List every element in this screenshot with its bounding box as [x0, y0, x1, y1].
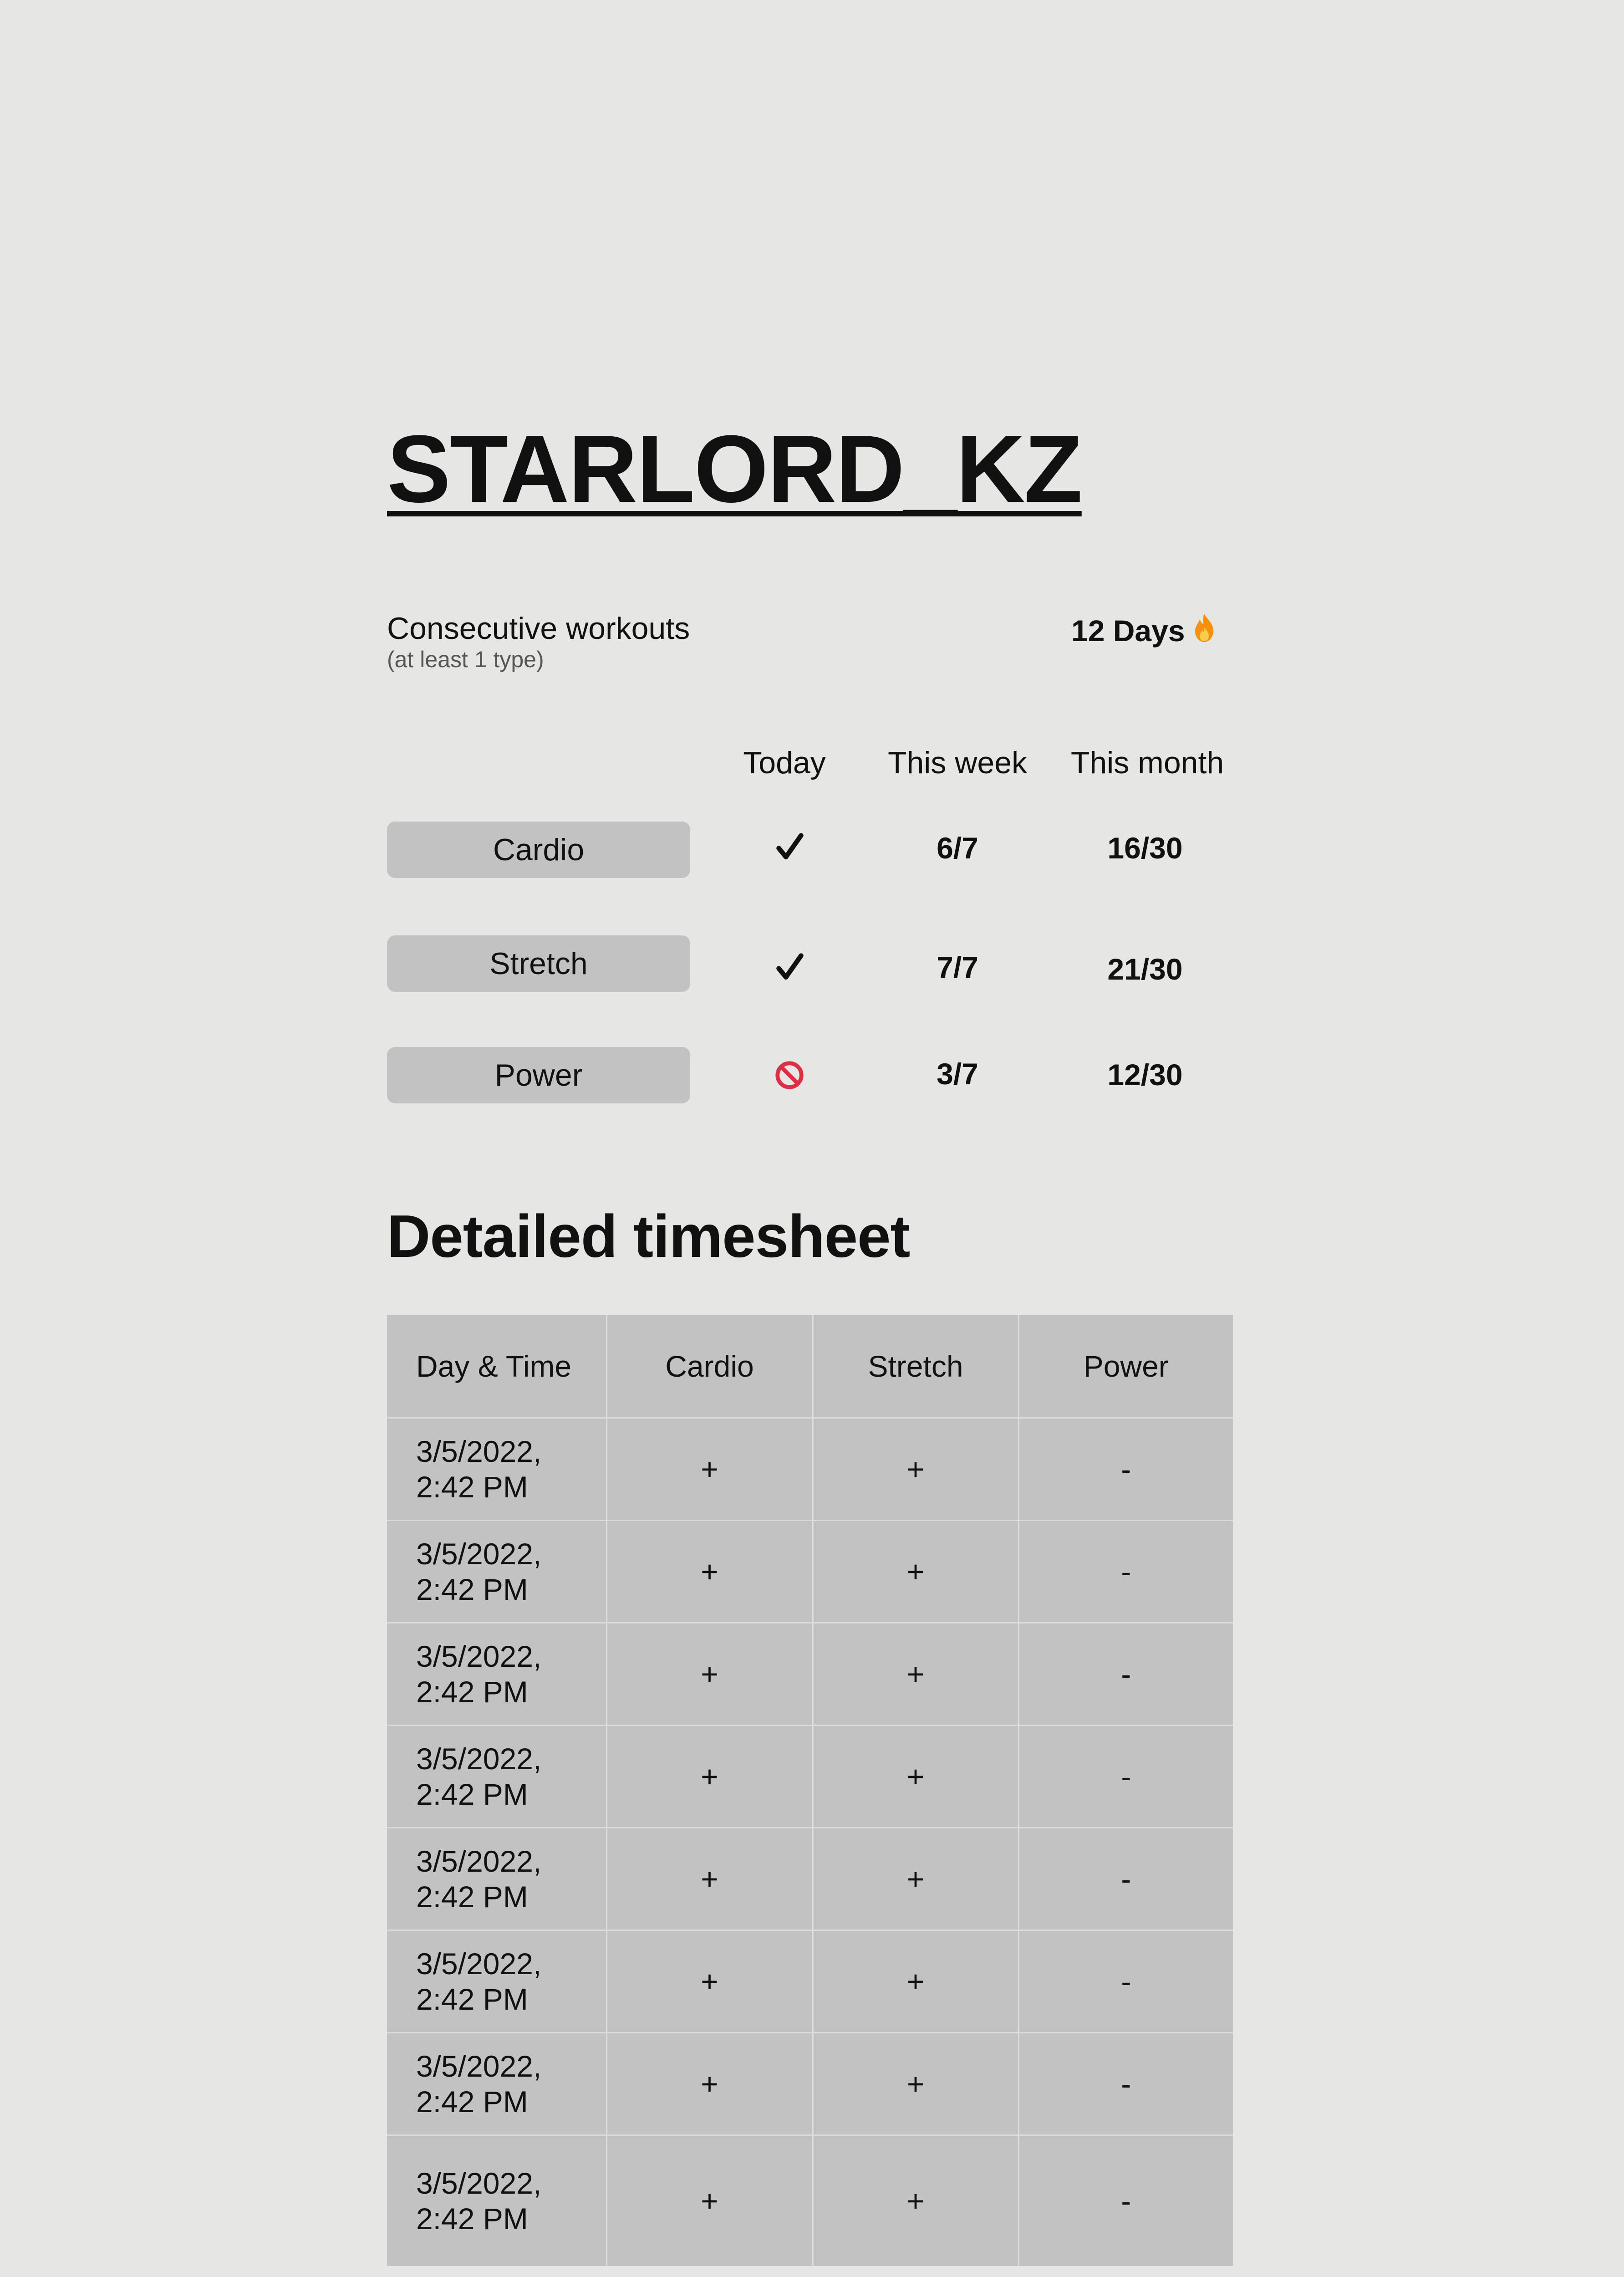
cell-stretch: + [813, 1930, 1018, 2032]
header-cardio: Cardio [606, 1315, 813, 1418]
cell-date: 3/5/2022, [416, 1537, 542, 1571]
table-row [387, 1828, 1233, 1930]
cell-cardio: + [606, 1520, 813, 1623]
cell-day-time [387, 1623, 606, 1725]
cell-power: - [1018, 2135, 1233, 2266]
type-pill-power[interactable]: Power [387, 1047, 690, 1103]
check-icon [774, 951, 806, 983]
cell-time: 2:42 PM [416, 1675, 528, 1709]
table-row [387, 1623, 1233, 1725]
timesheet-table [387, 1315, 1233, 2266]
check-icon [774, 831, 806, 863]
table-row [387, 1418, 1233, 1520]
cell-date: 3/5/2022, [416, 1946, 542, 1981]
column-header-today: Today [743, 745, 826, 780]
streak-value: 12 Days [1071, 614, 1185, 648]
header-power: Power [1018, 1315, 1233, 1418]
column-header-this-month: This month [1070, 745, 1224, 780]
cell-stretch: + [813, 2135, 1018, 2266]
cell-day-time [387, 1520, 606, 1623]
cell-date: 3/5/2022, [416, 2166, 542, 2200]
cell-day-time [387, 2032, 606, 2135]
cell-time: 2:42 PM [416, 1470, 528, 1504]
cell-stretch: + [813, 1725, 1018, 1828]
cell-cardio: + [606, 1828, 813, 1930]
stat-power-month: 12/30 [1107, 1058, 1183, 1092]
prohibited-icon [774, 1059, 805, 1091]
cell-date: 3/5/2022, [416, 1741, 542, 1776]
cell-stretch: + [813, 2032, 1018, 2135]
cell-time: 2:42 PM [416, 1777, 528, 1811]
cell-stretch: + [813, 1828, 1018, 1930]
cell-date: 3/5/2022, [416, 1639, 542, 1673]
cell-time: 2:42 PM [416, 1572, 528, 1606]
table-row [387, 2032, 1233, 2135]
type-pill-cardio[interactable]: Cardio [387, 822, 690, 878]
stat-cardio-month: 16/30 [1107, 831, 1183, 865]
type-pill-stretch[interactable]: Stretch [387, 935, 690, 992]
cell-cardio: + [606, 2032, 813, 2135]
streak-value-group [1071, 613, 1216, 649]
cell-stretch: + [813, 1623, 1018, 1725]
cell-power: - [1018, 2032, 1233, 2135]
cell-power: - [1018, 1520, 1233, 1623]
header-stretch: Stretch [813, 1315, 1018, 1418]
table-row [387, 1520, 1233, 1623]
table-row [387, 2135, 1233, 2266]
cell-power: - [1018, 1725, 1233, 1828]
cell-cardio: + [606, 1418, 813, 1520]
cell-date: 3/5/2022, [416, 1434, 542, 1468]
timesheet-title: Detailed timesheet [387, 1203, 910, 1270]
table-row [387, 1930, 1233, 2032]
cell-power: - [1018, 1418, 1233, 1520]
cell-stretch: + [813, 1520, 1018, 1623]
cell-day-time [387, 1418, 606, 1520]
cell-cardio: + [606, 1623, 813, 1725]
username-title: STARLORD_KZ [387, 415, 1082, 522]
cell-time: 2:42 PM [416, 1879, 528, 1914]
fire-icon [1192, 613, 1216, 643]
header-day-time: Day & Time [387, 1315, 606, 1418]
cell-time: 2:42 PM [416, 2201, 528, 2236]
stat-cardio-week: 6/7 [937, 831, 978, 865]
streak-label: Consecutive workouts [387, 611, 690, 646]
cell-day-time [387, 1725, 606, 1828]
stat-stretch-week: 7/7 [937, 950, 978, 984]
cell-day-time [387, 2135, 606, 2266]
cell-time: 2:42 PM [416, 1982, 528, 2016]
column-header-this-week: This week [887, 745, 1028, 780]
cell-day-time [387, 1930, 606, 2032]
cell-power: - [1018, 1930, 1233, 2032]
streak-sublabel: (at least 1 type) [387, 647, 544, 672]
table-row [387, 1725, 1233, 1828]
stat-stretch-month: 21/30 [1107, 952, 1183, 986]
cell-day-time [387, 1828, 606, 1930]
cell-power: - [1018, 1623, 1233, 1725]
cell-power: - [1018, 1828, 1233, 1930]
cell-time: 2:42 PM [416, 2084, 528, 2119]
cell-cardio: + [606, 2135, 813, 2266]
cell-cardio: + [606, 1725, 813, 1828]
cell-date: 3/5/2022, [416, 1844, 542, 1878]
cell-stretch: + [813, 1418, 1018, 1520]
stat-power-week: 3/7 [937, 1057, 978, 1091]
timesheet-header-row [387, 1315, 1233, 1418]
cell-cardio: + [606, 1930, 813, 2032]
cell-date: 3/5/2022, [416, 2049, 542, 2083]
